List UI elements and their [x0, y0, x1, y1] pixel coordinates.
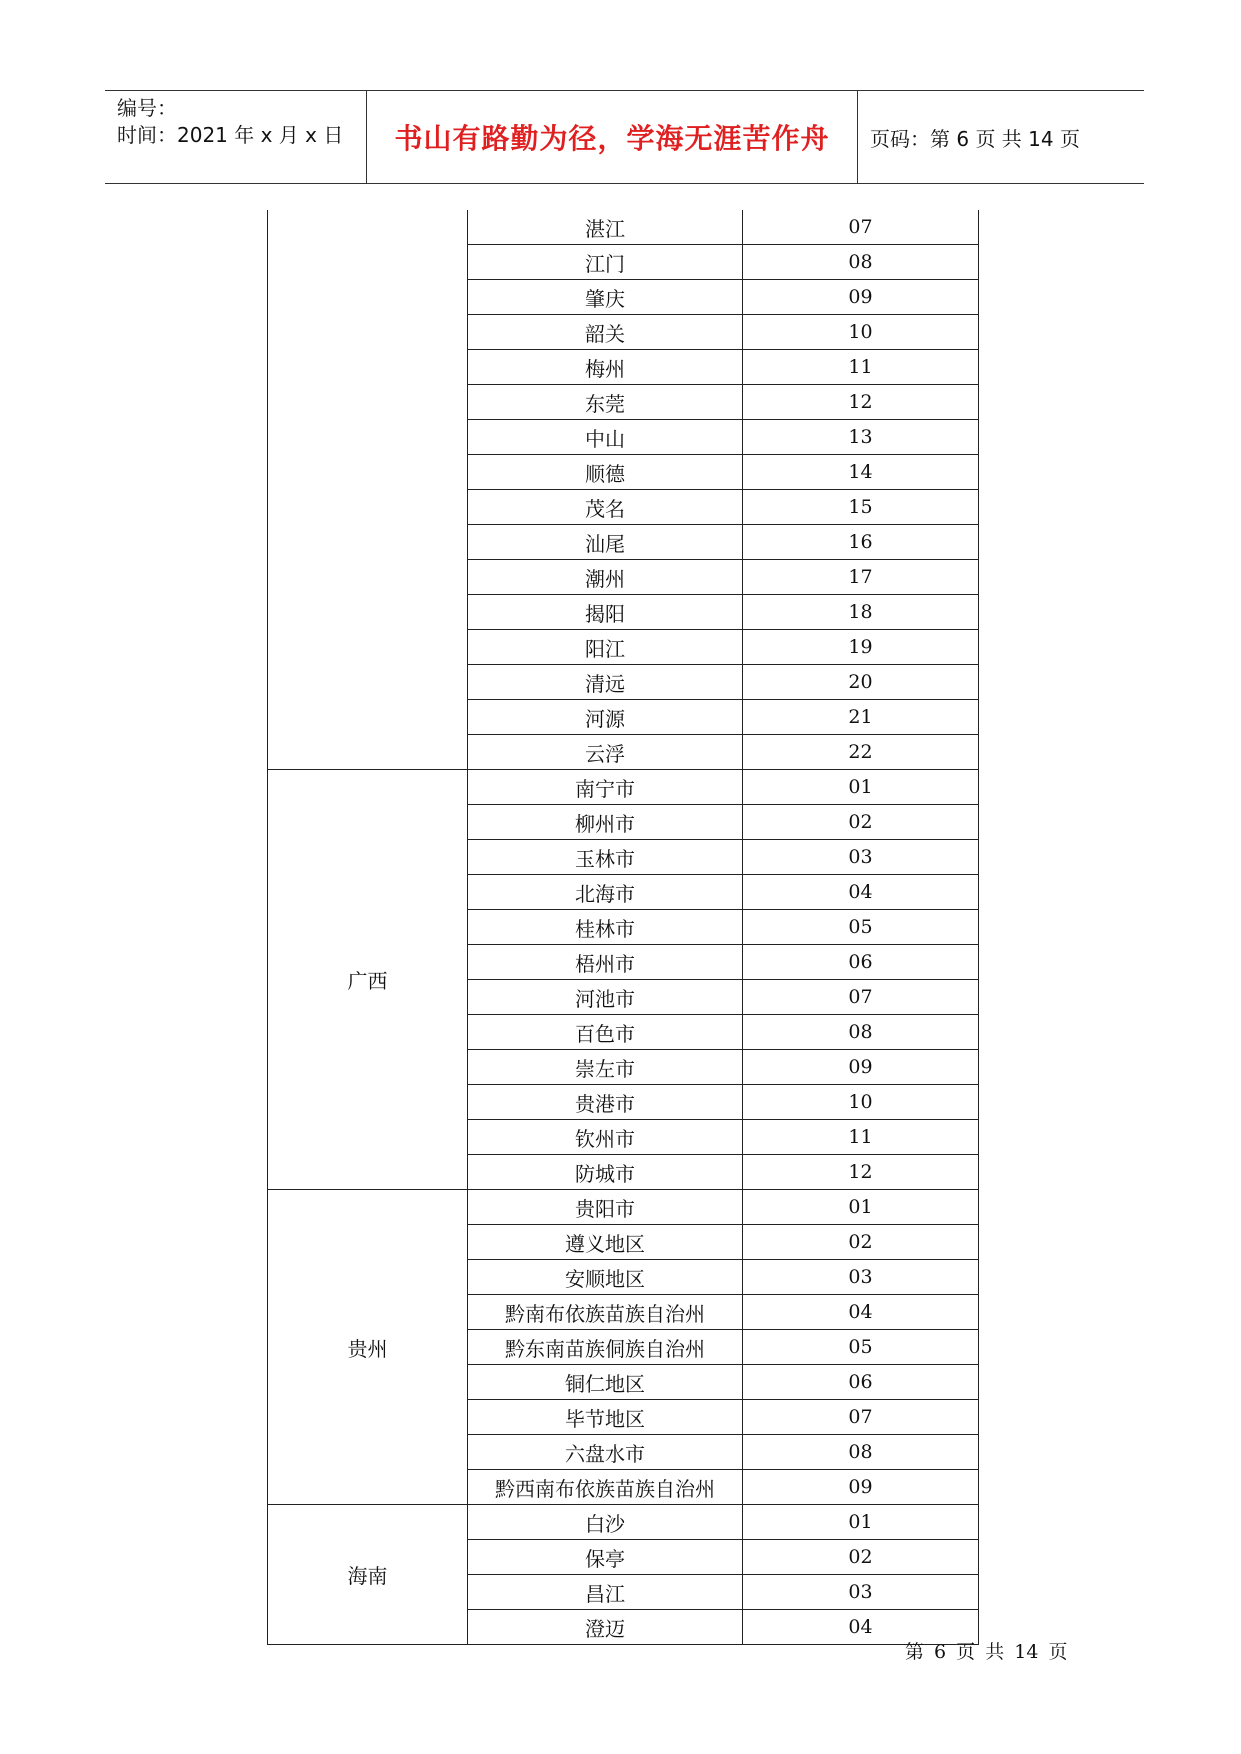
city-code-cell: 08: [848, 1021, 873, 1043]
city-name-cell: 澄迈: [468, 1610, 743, 1644]
city-name-cell: 河池市: [468, 980, 743, 1014]
table-row: [468, 874, 978, 909]
city-name-cell: 玉林市: [468, 840, 743, 874]
city-code-cell: 07: [848, 216, 873, 238]
serial-label: 编号：: [117, 96, 177, 120]
city-name-cell: 铜仁地区: [468, 1365, 743, 1399]
city-name-cell: 顺德: [468, 455, 743, 489]
table-row: [468, 1154, 978, 1189]
table-row: [468, 629, 978, 664]
province-group: [267, 1190, 979, 1505]
city-name-cell: 肇庆: [468, 280, 743, 314]
city-code-cell: 01: [848, 1196, 873, 1218]
city-code-cell: 04: [848, 1616, 873, 1638]
city-code-cell: 10: [848, 1091, 873, 1113]
city-name-cell: 黔南布依族苗族自治州: [468, 1295, 743, 1329]
city-code-cell: 05: [848, 916, 873, 938]
city-code-cell: 10: [848, 321, 873, 343]
table-row: [468, 1329, 978, 1364]
table-row: [468, 1119, 978, 1154]
table-row: [468, 1294, 978, 1329]
table-row: [468, 244, 978, 279]
table-row: [468, 349, 978, 384]
table-row: [468, 454, 978, 489]
city-code-cell: 03: [848, 1581, 873, 1603]
table-row: [468, 1574, 978, 1609]
city-name-cell: 贵阳市: [468, 1190, 743, 1224]
city-code-cell: 11: [848, 1126, 873, 1148]
city-name-cell: 江门: [468, 245, 743, 279]
city-code-cell: 18: [848, 601, 873, 623]
table-row: [468, 944, 978, 979]
province-group: [267, 770, 979, 1190]
table-row: [468, 524, 978, 559]
table-row: [468, 804, 978, 839]
province-cell: [268, 210, 468, 769]
province-cell: 广西: [268, 770, 468, 1189]
city-name-cell: 贵港市: [468, 1085, 743, 1119]
province-group: [267, 210, 979, 770]
table-row: [468, 1190, 978, 1224]
city-code-cell: 11: [848, 356, 873, 378]
city-name-cell: 阳江: [468, 630, 743, 664]
table-row: [468, 909, 978, 944]
city-code-cell: 04: [848, 881, 873, 903]
province-cell: 海南: [268, 1505, 468, 1644]
city-name-cell: 黔西南布依族苗族自治州: [468, 1470, 743, 1504]
city-code-cell: 04: [848, 1301, 873, 1323]
city-code-cell: 07: [848, 986, 873, 1008]
city-name-cell: 清远: [468, 665, 743, 699]
city-name-cell: 梅州: [468, 350, 743, 384]
city-name-cell: 桂林市: [468, 910, 743, 944]
city-name-cell: 钦州市: [468, 1120, 743, 1154]
table-row: [468, 384, 978, 419]
table-row: [468, 734, 978, 769]
table-row: [468, 1399, 978, 1434]
city-name-cell: 韶关: [468, 315, 743, 349]
city-name-cell: 梧州市: [468, 945, 743, 979]
table-row: [468, 770, 978, 804]
page-header: [105, 90, 1144, 184]
time-label: 时间：2021 年 x 月 x 日: [117, 123, 344, 147]
city-name-cell: 中山: [468, 420, 743, 454]
city-code-cell: 02: [848, 1546, 873, 1568]
header-meta: [105, 91, 367, 183]
city-name-cell: 柳州市: [468, 805, 743, 839]
city-code-cell: 09: [848, 1476, 873, 1498]
city-name-cell: 云浮: [468, 735, 743, 769]
page-indicator: 页码：第 6 页 共 14 页: [870, 126, 1080, 151]
table-row: [468, 1084, 978, 1119]
table-row: [468, 1259, 978, 1294]
city-code-cell: 03: [848, 846, 873, 868]
city-name-cell: 保亭: [468, 1540, 743, 1574]
table-row: [468, 1539, 978, 1574]
page-footer: 第 6 页 共 14 页: [905, 1641, 1068, 1663]
table-row: [468, 1609, 978, 1644]
city-name-cell: 昌江: [468, 1575, 743, 1609]
city-code-cell: 07: [848, 1406, 873, 1428]
city-code-cell: 09: [848, 286, 873, 308]
table-row: [468, 664, 978, 699]
city-name-cell: 崇左市: [468, 1050, 743, 1084]
city-code-cell: 08: [848, 251, 873, 273]
city-code-cell: 19: [848, 636, 873, 658]
city-code-cell: 14: [848, 461, 873, 483]
province-cell: 贵州: [268, 1190, 468, 1504]
table-row: [468, 419, 978, 454]
city-name-cell: 湛江: [468, 210, 743, 244]
city-name-cell: 北海市: [468, 875, 743, 909]
city-code-cell: 09: [848, 1056, 873, 1078]
city-name-cell: 百色市: [468, 1015, 743, 1049]
city-code-cell: 20: [848, 671, 873, 693]
city-name-cell: 南宁市: [468, 770, 743, 804]
province-group: [267, 1505, 979, 1645]
city-code-cell: 01: [848, 1511, 873, 1533]
table-row: [468, 1364, 978, 1399]
table-row: [468, 1014, 978, 1049]
city-code-cell: 03: [848, 1266, 873, 1288]
city-code-cell: 01: [848, 776, 873, 798]
city-code-cell: 06: [848, 1371, 873, 1393]
city-code-cell: 16: [848, 531, 873, 553]
table-row: [468, 1505, 978, 1539]
city-code-cell: 06: [848, 951, 873, 973]
table-row: [468, 699, 978, 734]
city-code-cell: 21: [848, 706, 873, 728]
city-name-cell: 揭阳: [468, 595, 743, 629]
table-row: [468, 1224, 978, 1259]
city-code-cell: 22: [848, 741, 873, 763]
city-code-cell: 17: [848, 566, 873, 588]
city-code-cell: 02: [848, 1231, 873, 1253]
city-code-cell: 15: [848, 496, 873, 518]
table-row: [468, 1469, 978, 1504]
table-row: [468, 839, 978, 874]
city-name-cell: 茂名: [468, 490, 743, 524]
city-code-cell: 05: [848, 1336, 873, 1358]
table-row: [468, 1434, 978, 1469]
table-row: [468, 314, 978, 349]
city-name-cell: 遵义地区: [468, 1225, 743, 1259]
city-name-cell: 河源: [468, 700, 743, 734]
city-code-cell: 02: [848, 811, 873, 833]
table-row: [468, 279, 978, 314]
city-code-cell: 12: [848, 1161, 873, 1183]
city-name-cell: 潮州: [468, 560, 743, 594]
city-name-cell: 黔东南苗族侗族自治州: [468, 1330, 743, 1364]
city-name-cell: 东莞: [468, 385, 743, 419]
table-row: [468, 559, 978, 594]
city-code-cell: 13: [848, 426, 873, 448]
table-row: [468, 210, 978, 244]
city-code-cell: 12: [848, 391, 873, 413]
table-row: [468, 979, 978, 1014]
city-name-cell: 汕尾: [468, 525, 743, 559]
city-name-cell: 毕节地区: [468, 1400, 743, 1434]
city-name-cell: 防城市: [468, 1155, 743, 1189]
table-row: [468, 594, 978, 629]
city-name-cell: 白沙: [468, 1505, 743, 1539]
city-name-cell: 安顺地区: [468, 1260, 743, 1294]
motto: 书山有路勤为径，学海无涯苦作舟: [367, 91, 858, 183]
table-row: [468, 1049, 978, 1084]
city-code-cell: 08: [848, 1441, 873, 1463]
table-row: [468, 489, 978, 524]
city-name-cell: 六盘水市: [468, 1435, 743, 1469]
region-code-table: [267, 210, 979, 1645]
